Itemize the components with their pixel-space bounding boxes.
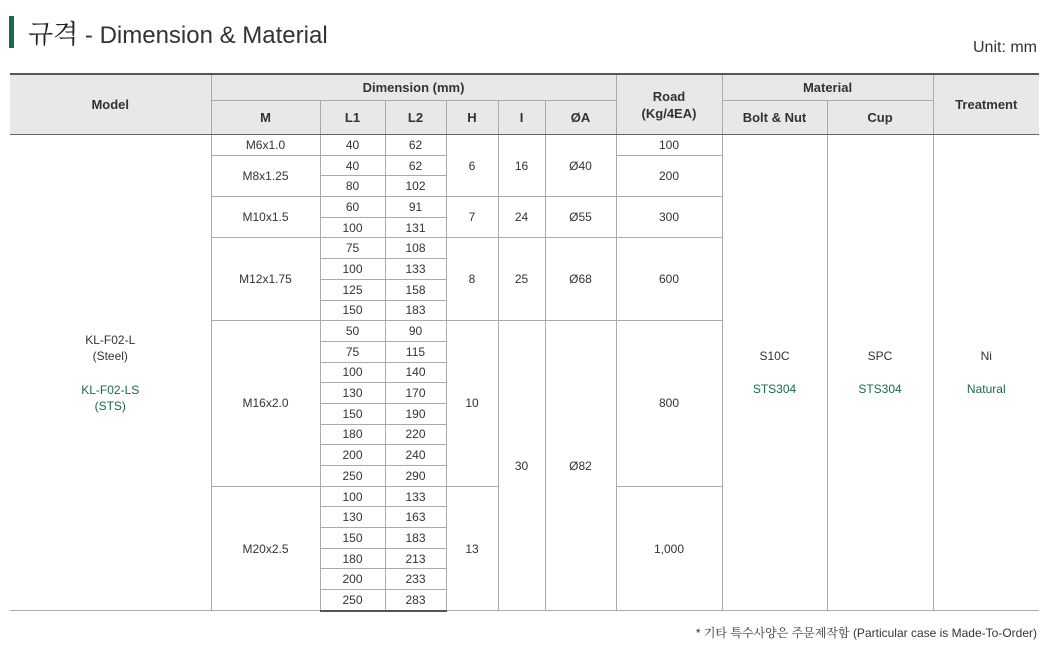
h-cell: 13	[446, 486, 498, 611]
spec-table	[10, 73, 1039, 612]
cup-steel: SPC	[867, 349, 893, 364]
footnote: * 기타 특수사양은 주문제작함 (Particular case is Made-To-Order)	[695, 626, 1037, 640]
l2-cell: 140	[385, 362, 446, 383]
l1-cell: 130	[320, 383, 385, 404]
header-i: I	[498, 101, 545, 135]
l2-cell: 115	[385, 341, 446, 362]
l1-cell: 40	[320, 135, 385, 156]
l2-cell: 91	[385, 197, 446, 218]
title-accent-bar	[9, 16, 14, 48]
l1-cell: 150	[320, 300, 385, 321]
header-material: Material	[722, 74, 933, 101]
l1-cell: 100	[320, 362, 385, 383]
l1-cell: 180	[320, 548, 385, 569]
l1-cell: 200	[320, 569, 385, 590]
header-treatment: Treatment	[933, 74, 1039, 135]
l1-cell: 180	[320, 424, 385, 445]
l1-cell: 200	[320, 445, 385, 466]
l1-cell: 75	[320, 238, 385, 259]
header-h: H	[446, 101, 498, 135]
road-cell: 300	[616, 197, 722, 238]
l2-cell: 133	[385, 486, 446, 507]
l2-cell: 163	[385, 507, 446, 528]
i-cell: 25	[498, 238, 545, 321]
l2-cell: 233	[385, 569, 446, 590]
l1-cell: 100	[320, 486, 385, 507]
model-sts-code: KL-F02-LS	[81, 382, 140, 397]
m-cell: M16x2.0	[211, 321, 320, 487]
l1-cell: 60	[320, 197, 385, 218]
bolt-sts: STS304	[752, 382, 797, 397]
header-road	[616, 74, 722, 135]
page-title	[28, 14, 328, 51]
header-l1: L1	[320, 101, 385, 135]
table-row	[10, 135, 1039, 156]
l1-cell: 75	[320, 341, 385, 362]
model-steel-label: (Steel)	[92, 348, 128, 363]
cup-cell	[827, 135, 933, 611]
i-cell: 24	[498, 197, 545, 238]
l2-cell: 62	[385, 155, 446, 176]
model-sts-label: (STS)	[94, 398, 126, 413]
h-cell: 10	[446, 321, 498, 487]
i-cell: 30	[498, 321, 545, 611]
header-m: M	[211, 101, 320, 135]
model-cell	[10, 135, 211, 611]
l1-cell: 40	[320, 155, 385, 176]
l2-cell: 108	[385, 238, 446, 259]
h-cell: 6	[446, 135, 498, 197]
l2-cell: 90	[385, 321, 446, 342]
header-l2: L2	[385, 101, 446, 135]
l2-cell: 213	[385, 548, 446, 569]
l1-cell: 150	[320, 403, 385, 424]
header-bolt-nut: Bolt & Nut	[722, 101, 827, 135]
h-cell: 7	[446, 197, 498, 238]
l2-cell: 131	[385, 217, 446, 238]
treatment-cell	[933, 135, 1039, 611]
m-cell: M6x1.0	[211, 135, 320, 156]
m-cell: M10x1.5	[211, 197, 320, 238]
h-cell: 8	[446, 238, 498, 321]
l1-cell: 250	[320, 590, 385, 611]
l1-cell: 125	[320, 279, 385, 300]
l1-cell: 250	[320, 466, 385, 487]
m-cell: M8x1.25	[211, 155, 320, 196]
i-cell: 16	[498, 135, 545, 197]
header-cup: Cup	[827, 101, 933, 135]
l2-cell: 183	[385, 528, 446, 549]
l1-cell: 150	[320, 528, 385, 549]
road-cell: 1,000	[616, 486, 722, 611]
l2-cell: 183	[385, 300, 446, 321]
model-steel-code: KL-F02-L	[85, 332, 136, 347]
title-korean: 규격	[28, 19, 79, 49]
road-cell: 200	[616, 155, 722, 196]
treatment-sts: Natural	[966, 382, 1006, 397]
oa-cell: Ø40	[545, 135, 616, 197]
l2-cell: 133	[385, 259, 446, 280]
l2-cell: 102	[385, 176, 446, 197]
l1-cell: 50	[320, 321, 385, 342]
road-cell: 600	[616, 238, 722, 321]
oa-cell: Ø55	[545, 197, 616, 238]
header-dimension: Dimension (mm)	[211, 74, 616, 101]
l1-cell: 100	[320, 217, 385, 238]
m-cell: M20x2.5	[211, 486, 320, 611]
bolt-steel: S10C	[759, 349, 790, 364]
l2-cell: 62	[385, 135, 446, 156]
l1-cell: 100	[320, 259, 385, 280]
title-english: - Dimension & Material	[84, 22, 328, 49]
l2-cell: 190	[385, 403, 446, 424]
l2-cell: 158	[385, 279, 446, 300]
header-road-line2: (Kg/4EA)	[641, 105, 697, 121]
treatment-steel: Ni	[980, 349, 992, 364]
m-cell: M12x1.75	[211, 238, 320, 321]
header-road-line1: Road	[652, 88, 686, 104]
l1-cell: 80	[320, 176, 385, 197]
road-cell: 100	[616, 135, 722, 156]
l2-cell: 220	[385, 424, 446, 445]
l1-cell: 130	[320, 507, 385, 528]
oa-cell: Ø82	[545, 321, 616, 611]
l2-cell: 290	[385, 466, 446, 487]
oa-cell: Ø68	[545, 238, 616, 321]
bolt-nut-cell	[722, 135, 827, 611]
l2-cell: 283	[385, 590, 446, 611]
cup-sts: STS304	[858, 382, 902, 397]
header-model: Model	[10, 74, 211, 135]
road-cell: 800	[616, 321, 722, 487]
header-oa: ØA	[545, 101, 616, 135]
l2-cell: 240	[385, 445, 446, 466]
l2-cell: 170	[385, 383, 446, 404]
unit-label: Unit: mm	[973, 39, 1037, 56]
